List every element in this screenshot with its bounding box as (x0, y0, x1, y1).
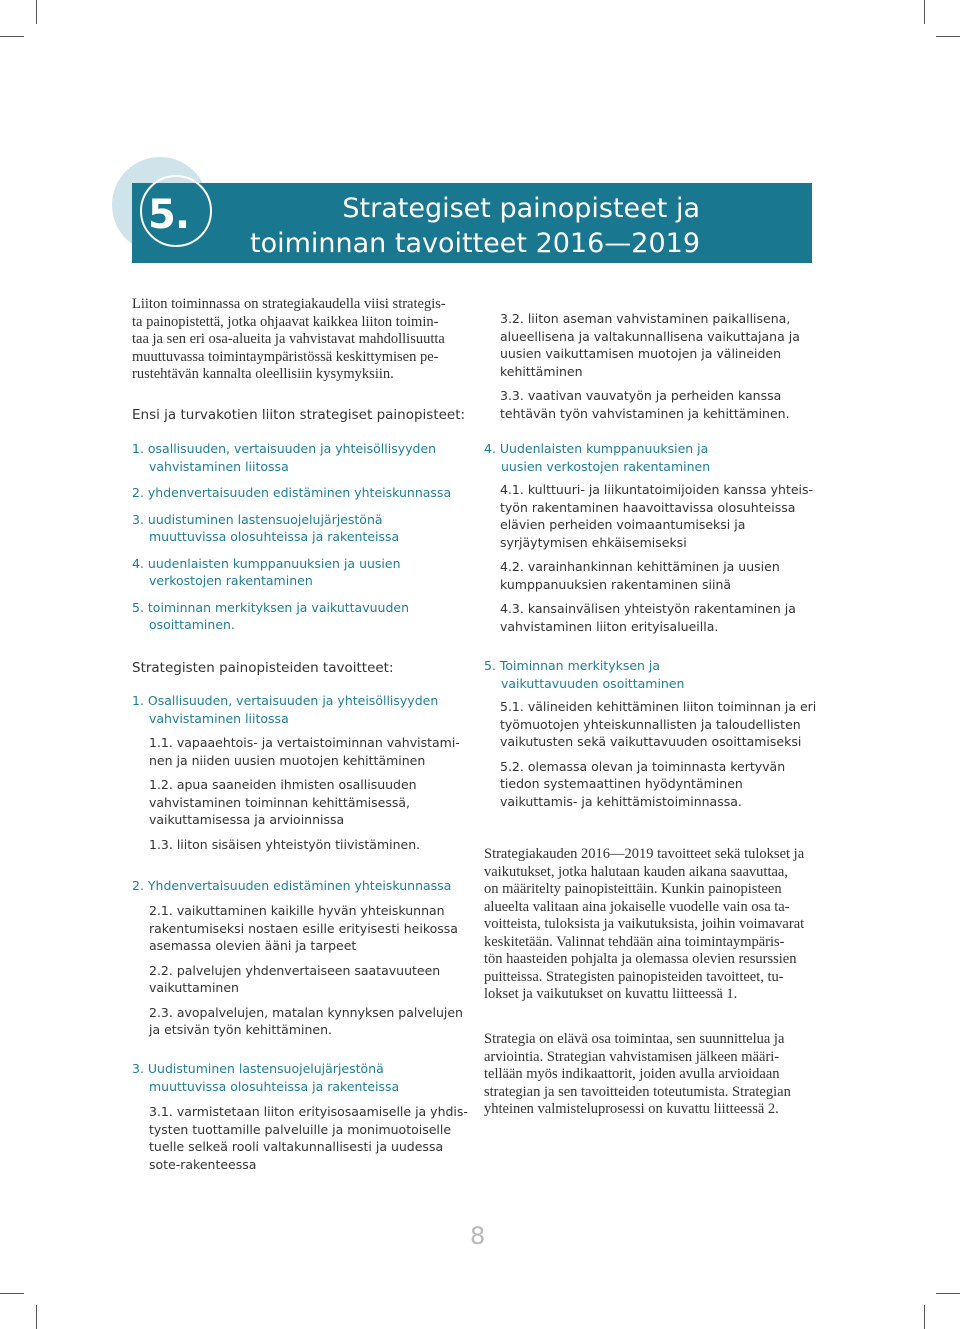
text-line: vaikutusten sekä vaikuttavuuden osoittamiseksi (500, 734, 802, 749)
list-item (149, 776, 460, 829)
list-item (500, 600, 813, 635)
text-line: 5. toiminnan merkityksen ja vaikuttavuuden (132, 599, 409, 615)
list-item (500, 387, 800, 422)
text-line: vaikutukset, jotka halutaan kauden aikana saavuttaa, (484, 863, 788, 880)
text-line: 3.2. liiton aseman vahvistaminen paikallisena, (500, 311, 791, 326)
crop-mark (936, 36, 960, 37)
goal-items (149, 734, 460, 853)
crop-mark (0, 36, 24, 37)
list-item (149, 902, 463, 955)
text-line: vahvistaminen liitossa (149, 710, 289, 726)
text-line: elävien perheiden voimaantumiseksi ja (500, 517, 746, 532)
chapter-title-line: toiminnan tavoitteet 2016—2019 (250, 228, 700, 259)
text-line: 1.2. apua saaneiden ihmisten osallisuuden (149, 777, 417, 792)
text-line: asemassa olevien ääni ja tarpeet (149, 938, 357, 953)
text-line: arviointia. Strategian vahvistamisen jälkeen määri- (484, 1048, 780, 1065)
list-item (149, 734, 460, 769)
text-line: taa ja sen eri osa-alueita ja vahvistavat mahdollisuutta (132, 331, 445, 347)
list-item (132, 484, 451, 502)
text-line: työn rakentaminen haavoittavissa olosuhteissa (500, 499, 796, 515)
text-line: 2. Yhdenvertaisuuden edistäminen yhteiskunnassa (132, 878, 452, 893)
text-line: 3. Uudistuminen lastensuojelujärjestönä (132, 1061, 384, 1076)
text-line: 3.1. varmistetaan liiton erityisosaamiselle ja yhdis- (149, 1104, 468, 1119)
chapter-title (132, 191, 700, 261)
list-item (132, 599, 451, 634)
list-item (149, 836, 460, 854)
chapter-title-line: Strategiset painopisteet ja (342, 193, 700, 224)
text-line: muuttuvassa toimintaympäristössä keskittymisen pe- (132, 348, 439, 365)
chapter-number: 5. (148, 192, 190, 238)
goal-items (149, 902, 463, 1039)
text-line: 1.1. vapaaehtois- ja vertaistoiminnan vahvistami- (149, 735, 460, 750)
chapter-banner (132, 183, 812, 263)
text-line: 3. uudistuminen lastensuojelujärjestönä (132, 511, 383, 527)
text-line: strategian ja sen tavoitteiden toteutumista. Strategian (484, 1083, 791, 1100)
text-line: 2.3. avopalvelujen, matalan kynnyksen palvelujen (149, 1004, 463, 1020)
text-line: vaikuttaminen (149, 980, 239, 995)
text-line: muuttuvissa olosuhteissa ja rakenteissa (149, 1078, 400, 1094)
text-line: ja etsivän työn kehittäminen. (149, 1022, 332, 1037)
body-paragraph (484, 1031, 791, 1119)
goal-title (484, 440, 710, 475)
text-line: voitteista, tuloksista ja vaikutuksista, joihin voimavarat (484, 916, 805, 932)
crop-mark (0, 1293, 24, 1294)
text-line: tön haasteiden pohjalta ja olemassa olevien resurssien (484, 951, 797, 967)
text-line: 4. Uudenlaisten kumppanuuksien ja (484, 441, 709, 456)
text-line: Strategia on elävä osa toimintaa, sen suunnittelua ja (484, 1031, 785, 1047)
text-line: vaikuttamis- ja kehittämistoiminnassa. (500, 793, 742, 809)
goal-title (484, 657, 684, 692)
text-line: yhteinen valmisteluprosessi on kuvattu liitteessä 2. (484, 1101, 779, 1117)
body-paragraph (484, 846, 804, 1004)
text-line: kumppanuuksien rakentaminen siinä (500, 576, 732, 592)
goal-title (132, 692, 438, 727)
list-item (500, 758, 816, 811)
crop-mark (36, 0, 37, 24)
text-line: keskitetään. Valinnat tehdään aina toimintaympäris- (484, 933, 785, 950)
list-item (500, 310, 800, 380)
text-line: uusien verkostojen rakentaminen (501, 458, 711, 474)
text-line: 5. Toiminnan merkityksen ja (484, 658, 661, 673)
text-line: uusien vaikuttamisen muotojen ja välineiden (500, 346, 782, 361)
text-line: 3.3. vaativan vauvatyön ja perheiden kanssa (500, 388, 782, 403)
text-line: vahvistaminen liitossa (149, 458, 289, 474)
list-item (149, 1103, 468, 1173)
text-line: tellään myös indikaattorit, joiden avulla arvioidaan (484, 1066, 780, 1082)
text-line: 4. uudenlaisten kumppanuuksien ja uusien (132, 555, 401, 571)
text-line: syrjäytymisen ehkäisemiseksi (500, 534, 687, 550)
section-heading: Ensi ja turvakotien liiton strategiset painopisteet: (132, 407, 466, 423)
crop-mark (936, 1293, 960, 1294)
text-line: tehtävän työn vahvistaminen ja kehittäminen. (500, 405, 790, 421)
crop-mark (36, 1305, 37, 1329)
goal-items (500, 698, 816, 810)
text-line: kehittäminen (500, 363, 583, 379)
text-line: vaikuttamisessa ja arvioinnissa (149, 812, 345, 827)
text-line: 1. osallisuuden, vertaisuuden ja yhteisöllisyyden (132, 441, 437, 456)
text-line: 4.1. kulttuuri- ja liikuntatoimijoiden kanssa yhteis- (500, 482, 814, 497)
text-line: muuttuvissa olosuhteissa ja rakenteissa (149, 529, 400, 544)
text-line: nen ja niiden uusien muotojen kehittäminen (149, 752, 426, 768)
text-line: alueellisena ja valtakunnallisena vaikuttajana ja (500, 328, 800, 344)
list-item (149, 1004, 463, 1039)
goal-items (500, 481, 813, 635)
text-line: Liiton toiminnassa on strategiakaudella viisi strategis- (132, 296, 446, 312)
list-item (500, 481, 813, 551)
crop-mark (924, 1305, 925, 1329)
list-item (500, 558, 813, 593)
list-item (500, 698, 816, 751)
text-line: 1. Osallisuuden, vertaisuuden ja yhteisöllisyyden (132, 693, 439, 708)
text-line: 2.1. vaikuttaminen kaikille hyvän yhteiskunnan (149, 903, 445, 918)
text-line: 5.2. olemassa olevan ja toiminnasta kertyvän (500, 758, 786, 774)
list-item (149, 962, 463, 997)
text-line: vaikuttavuuden osoittaminen (501, 675, 685, 691)
page-number: 8 (470, 1222, 486, 1250)
text-line: tuelle selkeä rooli valtakunnallisesti ja uudessa (149, 1139, 444, 1154)
text-line: verkostojen rakentaminen (149, 573, 313, 588)
text-line: puitteissa. Strategisten painopisteiden tavoitteet, tu- (484, 968, 784, 985)
text-line: 1.3. liiton sisäisen yhteistyön tiivistäminen. (149, 836, 421, 852)
list-item (132, 511, 451, 546)
text-line: tysten tuottamille palveluille ja monimuotoiselle (149, 1121, 452, 1137)
priority-list (132, 440, 451, 634)
list-item (132, 440, 451, 475)
crop-mark (924, 0, 925, 24)
list-item (132, 555, 451, 590)
text-line: rustehtävän kannalta oleellisiin kysymyksiin. (132, 366, 394, 382)
text-line: työmuotojen yhteiskunnallisten ja taloudellisten (500, 716, 801, 732)
text-line: 4.3. kansainvälisen yhteistyön rakentaminen ja (500, 601, 796, 616)
text-line: lokset ja vaikutukset on kuvattu liitteessä 1. (484, 986, 738, 1002)
text-line: 4.2. varainhankinnan kehittäminen ja uusien (500, 559, 780, 574)
intro-paragraph (132, 296, 446, 384)
text-line: vahvistaminen toiminnan kehittämisessä, (149, 794, 411, 810)
section-heading: Strategisten painopisteiden tavoitteet: (132, 660, 394, 676)
text-line: rakentumiseksi nostaen esille erityisesti heikossa (149, 920, 458, 936)
text-line: vahvistaminen liiton erityisalueilla. (500, 618, 719, 634)
text-line: osoittaminen. (149, 617, 235, 632)
text-line: alueelta valitaan aina jokaiselle vuodelle vain osa ta- (484, 898, 790, 915)
goal-title (132, 877, 451, 895)
text-line: ta painopistettä, jotka ohjaavat kaikkea liiton toimin- (132, 313, 439, 330)
text-line: 5.1. välineiden kehittäminen liiton toiminnan ja eri (500, 699, 817, 714)
goal-title (132, 1060, 399, 1095)
text-line: sote-rakenteessa (149, 1156, 257, 1172)
text-line: Strategiakauden 2016—2019 tavoitteet sekä tulokset ja (484, 846, 805, 862)
goal-items (500, 310, 800, 422)
text-line: on määritelty painopisteittäin. Kunkin painopisteen (484, 881, 782, 897)
text-line: 2. yhdenvertaisuuden edistäminen yhteiskunnassa (132, 485, 452, 500)
goal-items (149, 1103, 468, 1173)
text-line: 2.2. palvelujen yhdenvertaiseen saatavuuteen (149, 962, 441, 978)
text-line: tiedon systemaattinen hyödyntäminen (500, 776, 743, 791)
